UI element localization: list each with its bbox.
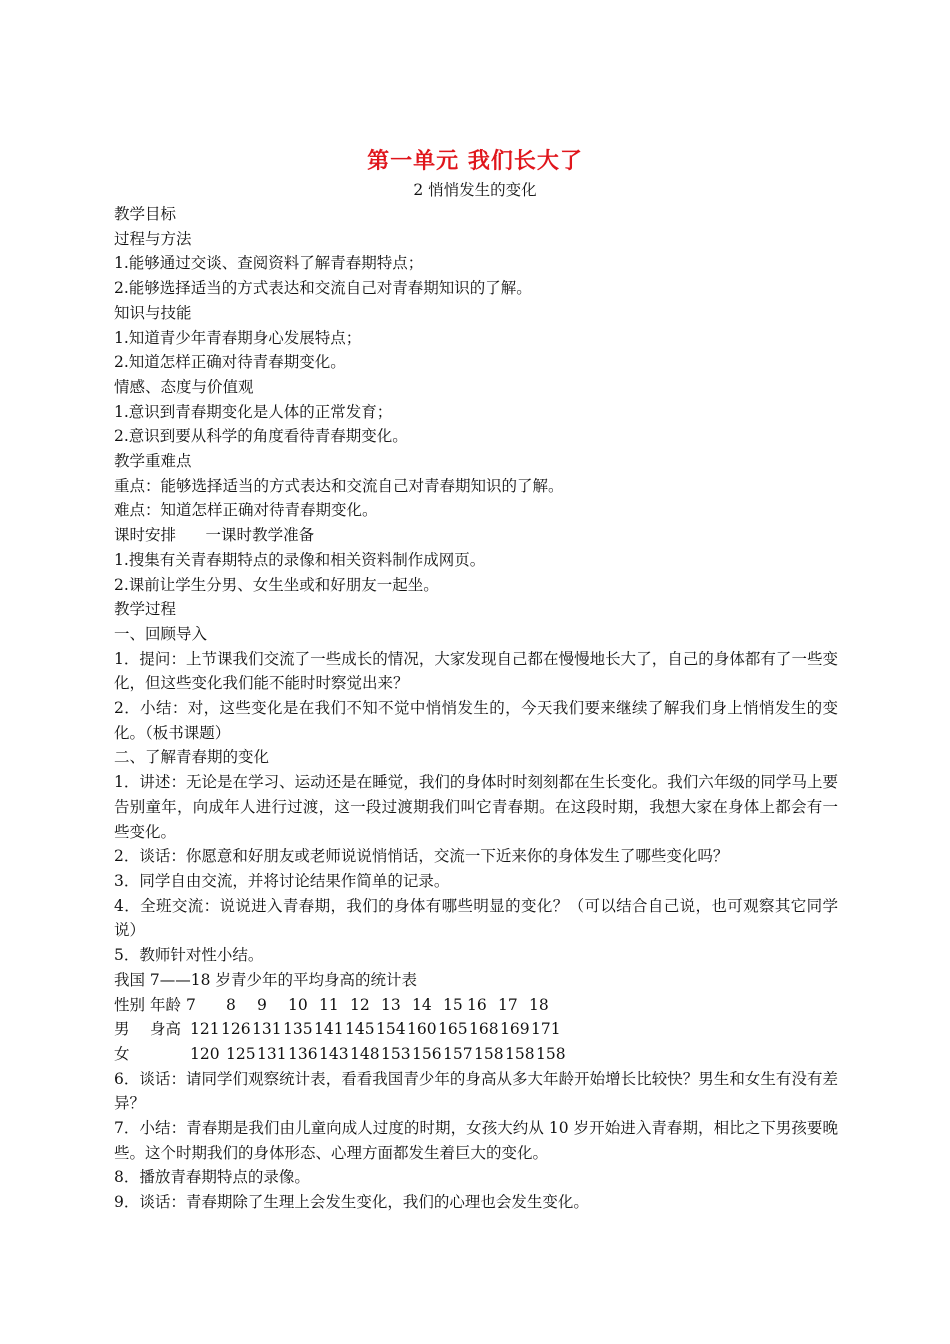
table-cell: 年龄 — [150, 995, 182, 1014]
table-cell: 148 — [350, 1044, 380, 1063]
text-line: 一、回顾导入 — [114, 624, 208, 643]
table-cell: 女 — [114, 1044, 130, 1063]
table-cell: 14 — [412, 995, 432, 1014]
table-cell: 160 — [407, 1020, 437, 1039]
text-line: 2.课前让学生分男、女生坐或和好朋友一起坐。 — [114, 575, 439, 594]
table-cell: 11 — [319, 995, 339, 1014]
page-title: 第一单元 我们长大了 — [367, 149, 583, 174]
table-row — [114, 1042, 838, 1067]
paragraph: 1．提问：上节课我们交流了一些成长的情况，大家发现自己都在慢慢地长大了，自己的身体都有了一些变化，但这些变化我们能不能时时察觉出来？ — [114, 649, 838, 693]
section-heading: 二、了解青春期的变化 — [114, 748, 270, 767]
text-line: 2.知道怎样正确对待青春期变化。 — [114, 353, 346, 372]
text-line: 1.能够通过交谈、查阅资料了解青春期特点； — [114, 254, 424, 273]
table-cell: 121 — [190, 1020, 220, 1039]
table-cell: 8 — [226, 995, 236, 1014]
table-cell: 158 — [474, 1044, 504, 1063]
height-table — [114, 993, 838, 1067]
table-cell: 15 — [443, 995, 463, 1014]
table-cell: 145 — [345, 1020, 375, 1039]
paragraph: 4．全班交流：说说进入青春期，我们的身体有哪些明显的变化？（可以结合自己说，也可观察其它同学说） — [114, 896, 838, 940]
text-line: 1.知道青少年青春期身心发展特点； — [114, 328, 362, 347]
table-cell: 168 — [469, 1020, 499, 1039]
paragraph: 3．同学自由交流，并将讨论结果作简单的记录。 — [114, 871, 450, 890]
paragraph: 9．谈话：青春期除了生理上会发生变化，我们的心理也会发生变化。 — [114, 1193, 589, 1212]
table-row — [114, 1017, 838, 1042]
table-cell: 171 — [531, 1020, 561, 1039]
table-cell: 9 — [257, 995, 267, 1014]
paragraph: 2．谈话：你愿意和好朋友或老师说说悄悄话，交流一下近来你的身体发生了哪些变化吗？ — [114, 847, 729, 866]
table-cell — [150, 1042, 190, 1067]
text-line: 知识与技能 — [114, 303, 192, 322]
table-cell: 131 — [257, 1044, 287, 1063]
table-cell: 131 — [252, 1020, 282, 1039]
paragraph: 1．讲述：无论是在学习、运动还是在睡觉，我们的身体时时刻刻都在生长变化。我们六年级的同学马上要告别童年，向成年人进行过渡，这一段过渡期我们叫它青春期。在这段时期，我想大家在身体上都会有一些变化。 — [114, 773, 838, 841]
table-cell: 141 — [314, 1020, 344, 1039]
table-cell: 7 — [186, 995, 196, 1014]
paragraph: 8．播放青春期特点的录像。 — [114, 1168, 310, 1187]
table-cell: 身高 — [150, 1020, 182, 1039]
text-line: 过程与方法 — [114, 229, 192, 248]
text-line: 1.搜集有关青春期特点的录像和相关资料制作成网页。 — [114, 550, 486, 569]
table-cell: 157 — [443, 1044, 473, 1063]
text-line: 课时安排 一课时教学准备 — [114, 526, 315, 545]
table-cell: 158 — [505, 1044, 535, 1063]
table-cell: 156 — [412, 1044, 442, 1063]
table-cell: 18 — [529, 995, 549, 1014]
text-line: 情感、态度与价值观 — [114, 377, 254, 396]
table-cell: 17 — [498, 995, 518, 1014]
table-cell: 12 — [350, 995, 370, 1014]
table-cell: 153 — [381, 1044, 411, 1063]
text-line: 教学重难点 — [114, 452, 192, 471]
paragraph: 2．小结：对，这些变化是在我们不知不觉中悄悄发生的，今天我们要来继续了解我们身上悄悄发生的变化。（板书课题） — [114, 699, 838, 742]
table-header-row — [114, 993, 838, 1018]
table-cell: 男 — [114, 1020, 130, 1039]
table-cell: 165 — [438, 1020, 468, 1039]
paragraph: 7．小结：青春期是我们由儿童向成人过度的时期，女孩大约从 10 岁开始进入青春期，相比之下男孩要晚些。这个时期我们的身体形态、心理方面都发生着巨大的变化。 — [114, 1119, 838, 1162]
table-cell: 13 — [381, 995, 401, 1014]
document-body — [114, 202, 838, 1215]
table-cell: 169 — [500, 1020, 530, 1039]
paragraph: 6．谈话：请同学们观察统计表，看看我国青少年的身高从多大年龄开始增长比较快？男生和女生有没有差异？ — [114, 1069, 838, 1113]
table-cell: 154 — [376, 1020, 406, 1039]
table-cell: 10 — [288, 995, 308, 1014]
table-cell: 125 — [226, 1044, 256, 1063]
table-cell: 136 — [288, 1044, 318, 1063]
paragraph: 5．教师针对性小结。 — [114, 946, 264, 965]
table-cell: 135 — [283, 1020, 313, 1039]
table-cell: 16 — [467, 995, 487, 1014]
text-line: 1.意识到青春期变化是人体的正常发育； — [114, 402, 393, 421]
table-caption: 我国 7——18 岁青少年的平均身高的统计表 — [114, 970, 417, 989]
text-line: 2.能够选择适当的方式表达和交流自己对青春期知识的了解。 — [114, 279, 532, 298]
table-cell: 143 — [319, 1044, 349, 1063]
table-cell: 120 — [190, 1044, 220, 1063]
text-line: 难点：知道怎样正确对待青春期变化。 — [114, 501, 378, 520]
text-line: 教学过程 — [114, 600, 177, 619]
text-line: 教学目标 — [114, 205, 177, 223]
table-cell: 158 — [536, 1044, 566, 1063]
text-line: 2.意识到要从科学的角度看待青春期变化。 — [114, 427, 408, 446]
table-cell: 126 — [221, 1020, 251, 1039]
text-line: 重点：能够选择适当的方式表达和交流自己对青春期知识的了解。 — [114, 476, 564, 495]
table-cell: 性别 — [114, 995, 146, 1014]
lesson-subtitle: 2 悄悄发生的变化 — [413, 181, 537, 199]
